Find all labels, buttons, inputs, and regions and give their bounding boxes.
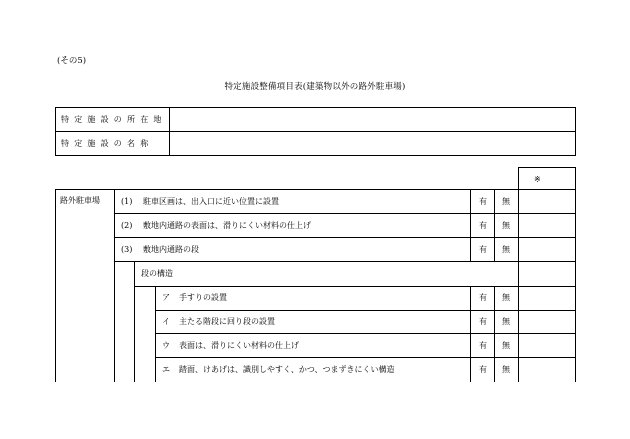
no-option[interactable]: 無 — [502, 365, 510, 374]
no-option[interactable]: 無 — [502, 317, 510, 326]
yes-col-divider-upper — [470, 189, 471, 261]
facility-location-row — [56, 108, 576, 132]
category-col-divider — [114, 189, 115, 382]
table-right-border — [575, 167, 576, 382]
location-label: 特定施設の所在地 — [56, 108, 170, 132]
yes-col-divider-lower — [470, 286, 471, 382]
sub-item-letter: エ — [162, 365, 170, 374]
row-divider-2 — [114, 237, 576, 238]
item-number: (2) — [121, 221, 133, 230]
sub-indent-divider — [134, 261, 135, 382]
category-label: 路外駐車場 — [60, 196, 100, 205]
sub-item-text: 主たる階段に回り段の設置 — [179, 317, 275, 326]
no-option[interactable]: 無 — [502, 245, 510, 254]
yes-option[interactable]: 有 — [479, 341, 487, 350]
no-option[interactable]: 無 — [502, 341, 510, 350]
item-number: (3) — [121, 245, 133, 254]
sub-item-letter: イ — [162, 317, 170, 326]
row-divider-6 — [155, 333, 576, 334]
yes-option[interactable]: 有 — [479, 293, 487, 302]
name-label: 特定施設の名称 — [56, 132, 170, 156]
item-text: 敷地内通路の段 — [143, 245, 199, 254]
remarks-left-border — [518, 167, 519, 189]
sub-item-indent-divider — [155, 286, 156, 382]
yes-option[interactable]: 有 — [479, 245, 487, 254]
table-top-border — [55, 189, 576, 190]
yes-option[interactable]: 有 — [479, 221, 487, 230]
row-divider-7 — [155, 357, 576, 358]
name-value-field[interactable] — [170, 132, 576, 156]
row-divider-5 — [155, 310, 576, 311]
facility-name-row — [56, 132, 576, 156]
row-divider-4 — [134, 286, 576, 287]
page-note: (その5) — [57, 56, 87, 66]
no-option[interactable]: 無 — [502, 293, 510, 302]
page-title: 特定施設整備項目表(建築物以外の路外駐車場) — [224, 82, 406, 92]
item-text: 駐車区画は、出入口に近い位置に設置 — [143, 197, 279, 206]
row-divider-3 — [114, 261, 576, 262]
item-text: 敷地内通路の表面は、滑りにくい材料の仕上げ — [143, 221, 311, 230]
sub-item-letter: ア — [162, 293, 170, 302]
row-divider-1 — [114, 213, 576, 214]
sub-item-letter: ウ — [162, 341, 170, 350]
no-option[interactable]: 無 — [502, 221, 510, 230]
facility-info-table — [55, 107, 576, 156]
remarks-top-border — [518, 167, 576, 168]
no-col-divider-upper — [494, 189, 495, 261]
item-number: (1) — [121, 197, 133, 206]
sub-heading: 段の構造 — [141, 269, 173, 278]
sub-item-text: 踏面、けあげは、識別しやすく、かつ、つまずきにくい構造 — [179, 365, 395, 374]
yes-option[interactable]: 有 — [479, 197, 487, 206]
no-option[interactable]: 無 — [502, 197, 510, 206]
yes-option[interactable]: 有 — [479, 365, 487, 374]
remarks-mark: ※ — [534, 175, 541, 184]
sub-item-text: 手すりの設置 — [179, 293, 227, 302]
yes-option[interactable]: 有 — [479, 317, 487, 326]
no-col-divider-lower — [494, 286, 495, 382]
table-left-border — [55, 189, 56, 382]
sub-item-text: 表面は、滑りにくい材料の仕上げ — [179, 341, 299, 350]
location-value-field[interactable] — [170, 108, 576, 132]
